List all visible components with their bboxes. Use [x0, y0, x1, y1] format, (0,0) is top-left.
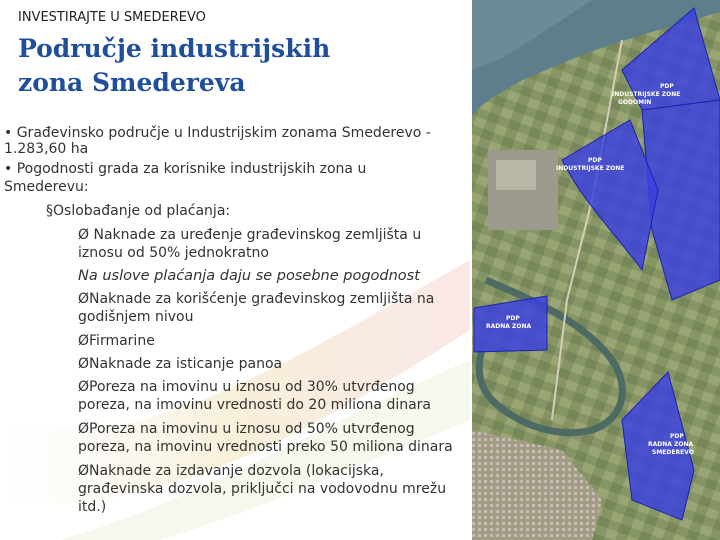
sub-item-line: ØNaknade za korišćenje građevinskog zemljišta na	[78, 291, 435, 307]
page-title	[18, 32, 458, 100]
zone-label: PDP	[660, 83, 674, 90]
sub-bullet-line: §Oslobađanje od plaćanja:	[46, 203, 231, 219]
sub-item-line: Ø Naknade za uređenje građevinskog zemljišta u	[78, 227, 422, 243]
bullet-line: Smederevu:	[4, 179, 89, 195]
bullet-line: • Građevinsko područje u Industrijskim zonama Smederevo -	[4, 125, 431, 141]
zone-label: PDP	[670, 433, 684, 440]
industrial-site-buildings	[496, 160, 536, 190]
title-line-2: zona Smedereva	[18, 68, 246, 97]
zone-label: INDUSTRIJSKE ZONE	[612, 91, 681, 98]
sub-item-line: ØPoreza na imovinu u iznosu od 30% utvrđenog	[78, 379, 415, 395]
zone-label: RADNA ZONA	[486, 323, 532, 330]
zone-label: PDP	[588, 157, 602, 164]
zone-label: RADNA ZONA	[648, 441, 694, 448]
sub-item-line: poreza, na imovinu vrednosti preko 50 miliona dinara	[78, 439, 453, 455]
title-line-1: Područje industrijskih	[18, 34, 331, 63]
sub-item-line: iznosu od 50% jednokratno	[78, 245, 269, 261]
zone-label: SMEDEREVO	[652, 449, 694, 456]
sub-item-line: ØFirmarine	[78, 333, 155, 349]
zone-label: PDP	[506, 315, 520, 322]
bullet-line: 1.283,60 ha	[4, 141, 89, 157]
aerial-map-image	[472, 0, 720, 540]
sub-item-line: poreza, na imovinu vrednosti do 20 miliona dinara	[78, 397, 432, 413]
sub-item-line: ØPoreza na imovinu u iznosu od 50% utvrđenog	[78, 421, 415, 437]
aerial-map	[472, 0, 720, 540]
zone-label: GODOMIN	[618, 99, 652, 106]
sub-item-line: ØNaknade za izdavanje dozvola (lokacijska,	[78, 463, 384, 479]
sub-item-line: građevinska dozvola, priključci na vodovodnu mrežu	[78, 481, 447, 497]
zone-label: INDUSTRIJSKE ZONE	[556, 165, 625, 172]
sub-item-line: godišnjem nivou	[78, 309, 194, 325]
header-section-label: INVESTIRAJTE U SMEDEREVO	[18, 10, 206, 25]
sub-item-line: itd.)	[78, 499, 107, 515]
italic-note: Na uslove plaćanja daju se posebne pogodnost	[78, 268, 420, 284]
bullet-line: • Pogodnosti grada za korisnike industrijskih zona u	[4, 161, 367, 177]
sub-item-line: ØNaknade za isticanje panoa	[78, 356, 283, 372]
